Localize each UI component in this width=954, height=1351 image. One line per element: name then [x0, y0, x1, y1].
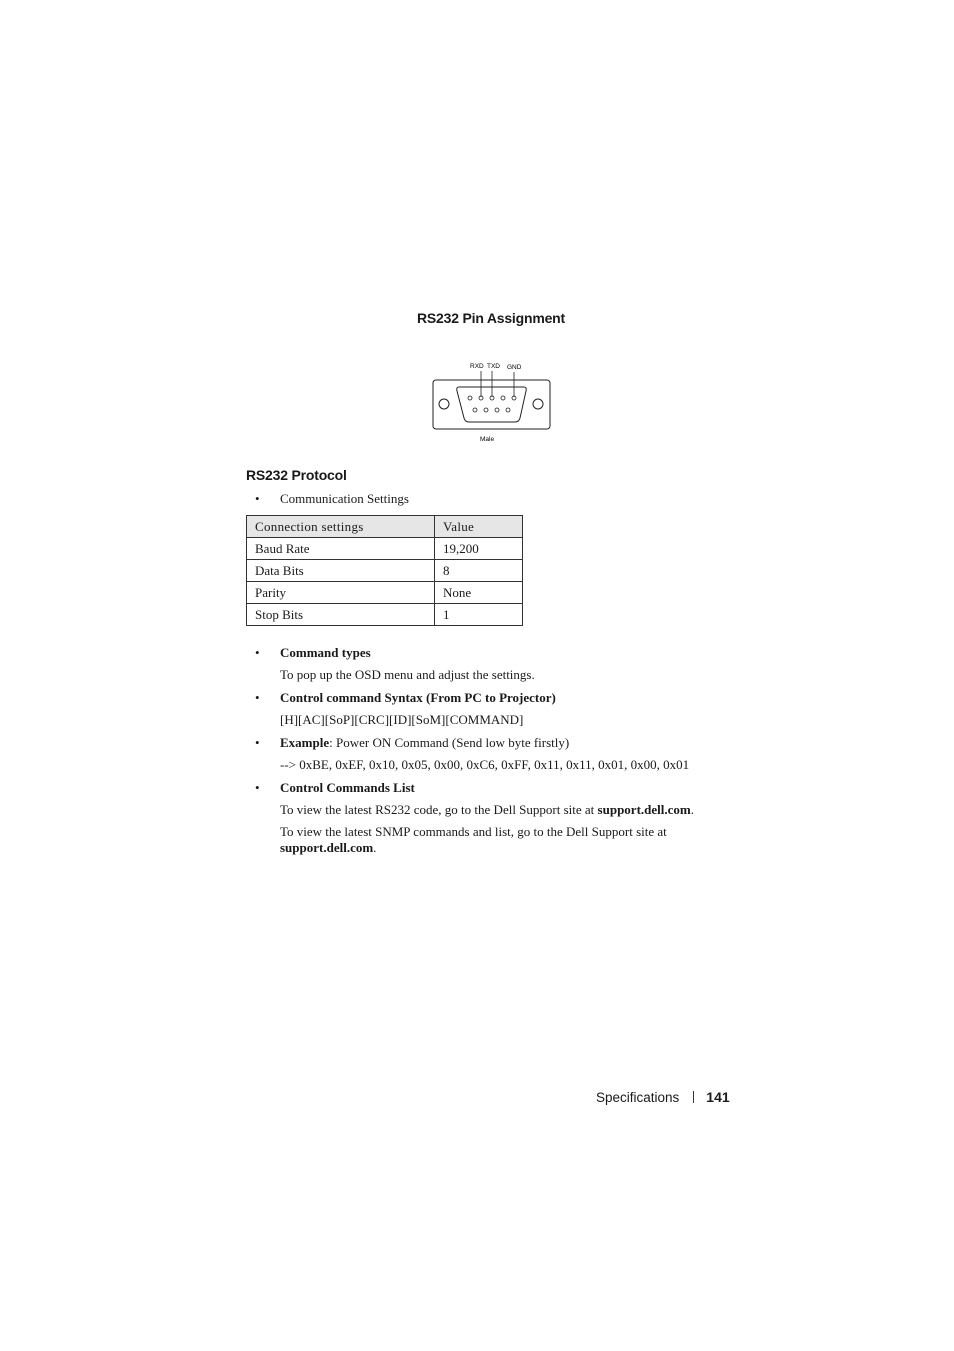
table-cell: Stop Bits: [247, 604, 435, 626]
rxd-label: RXD: [470, 363, 484, 370]
table-row: [247, 560, 523, 582]
table-cell: 1: [435, 604, 523, 626]
bullet-glyph: •: [255, 690, 260, 705]
rs232-code-text: To view the latest RS232 code, go to the Dell Support site at: [280, 802, 598, 817]
commands-list-label: Control Commands List: [280, 780, 415, 795]
example-label: Example: [280, 735, 330, 750]
txd-label: TXD: [487, 363, 500, 370]
table-cell: Parity: [247, 582, 435, 604]
table-row: [247, 604, 523, 626]
example-bytes: --> 0xBE, 0xEF, 0x10, 0x05, 0x00, 0xC6, 0xFF, 0x11, 0x11, 0x01, 0x00, 0x01: [280, 757, 690, 772]
page-footer: [596, 1089, 730, 1105]
table-cell: Data Bits: [247, 560, 435, 582]
table-cell: None: [435, 582, 523, 604]
table-row: [247, 582, 523, 604]
table-header-cell: Value: [435, 516, 523, 538]
support-link[interactable]: support.dell.com: [280, 840, 374, 855]
table-cell: Baud Rate: [247, 538, 435, 560]
bullet-glyph: •: [255, 645, 260, 660]
pin-assignment-title: RS232 Pin Assignment: [417, 310, 565, 326]
gnd-label: GND: [507, 364, 522, 371]
table-header-cell: Connection settings: [247, 516, 435, 538]
syntax-label: Control command Syntax (From PC to Projector): [280, 690, 556, 705]
male-label: Male: [480, 436, 495, 443]
comm-settings-label: Communication Settings: [280, 491, 409, 506]
table-cell: 8: [435, 560, 523, 582]
example-line: [280, 735, 569, 751]
rs232-code-paragraph: [280, 802, 694, 818]
mount-hole-right: [533, 399, 543, 409]
bullet-glyph: •: [255, 780, 260, 795]
support-link[interactable]: support.dell.com: [597, 802, 691, 817]
footer-separator: [693, 1091, 694, 1103]
syntax-text: [H][AC][SoP][CRC][ID][SoM][COMMAND]: [280, 712, 524, 727]
page-number: 141: [706, 1089, 730, 1105]
mount-hole-left: [439, 399, 449, 409]
communication-settings-table: [246, 515, 523, 626]
table-row: [247, 538, 523, 560]
footer-section: Specifications: [596, 1090, 680, 1105]
period: .: [690, 802, 694, 817]
table-cell: 19,200: [435, 538, 523, 560]
connector-d-shape: [457, 387, 527, 422]
db9-connector-diagram: [425, 355, 560, 450]
command-types-text: To pop up the OSD menu and adjust the settings.: [280, 667, 535, 682]
command-types-label: Command types: [280, 645, 371, 660]
protocol-title: RS232 Protocol: [246, 467, 347, 483]
snmp-link-line: [280, 840, 376, 856]
table-header-row: [247, 516, 523, 538]
snmp-paragraph: To view the latest SNMP commands and list, go to the Dell Support site at: [280, 824, 667, 839]
example-text: : Power ON Command (Send low byte firstly): [329, 735, 570, 750]
bullet-glyph: •: [255, 491, 260, 506]
bullet-glyph: •: [255, 735, 260, 750]
period: .: [373, 840, 377, 855]
